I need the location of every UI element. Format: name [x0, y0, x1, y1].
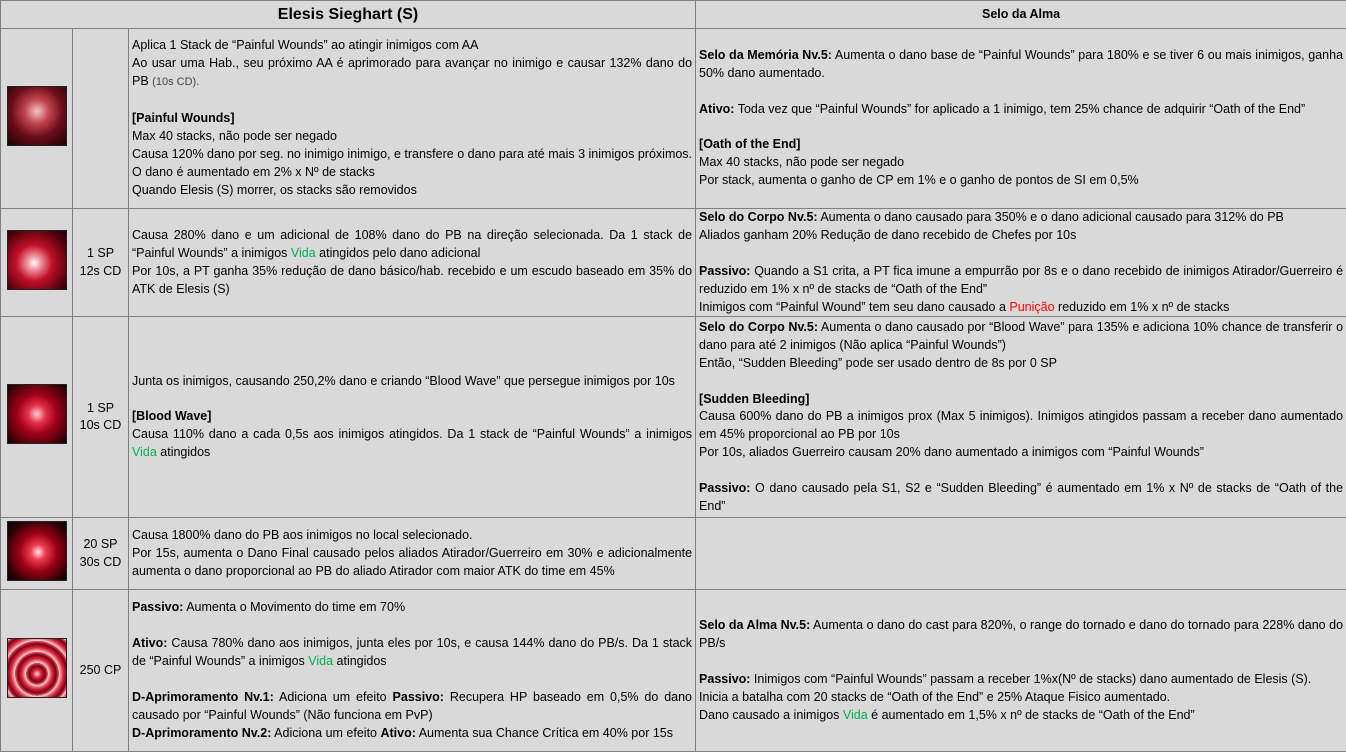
soul-seal-description: [696, 518, 1346, 590]
table-header-row: [1, 1, 1346, 29]
skill-portrait-icon: [7, 86, 67, 146]
sp-cost: 20 SP: [83, 537, 118, 552]
skill-description: Junta os inimigos, causando 250,2% dano e criando “Blood Wave” que persegue inimigos por 10s [Blood Wave] Causa 110% dano a cada 0,5s aos inimigos atingidos. Da 1 stack de “Painful Wounds” a inimigos Vida atingidos: [129, 317, 696, 518]
skill-icon-cell: [1, 518, 73, 590]
skill-description: Causa 1800% dano do PB aos inimigos no local selecionado. Por 15s, aumenta o Dano Final causado pelos aliados Atirador/Guerreiro em 30% e adicionalmente aumenta o dano proporcional ao PB do aliado Atirador com maior ATK do time em 45%: [129, 518, 696, 590]
cp-cost: 250 CP: [79, 662, 122, 677]
table-row: [1, 209, 1346, 317]
blood-wave-icon: [7, 384, 67, 444]
table-row: [1, 317, 1346, 518]
soul-seal-description: Selo do Corpo Nv.5: Aumenta o dano causado por “Blood Wave” para 135% e adiciona 10% chance de transferir o dano para até 2 inimigos (Não aplica “Painful Wounds”) Então, “Sudden Bleeding” pode ser usado dentro de 8s por 0 SP [Sudden Bleeding] Causa 600% dano do PB a inimigos prox (Max 5 inimigos). Inimigos atingidos passam a receber dano aumentado em 45% proporcional ao PB por 10s Por 10s, aliados Guerreiro causam 20% dano aumentado a inimigos com “Painful Wounds” Passivo: O dano causado pela S1, S2 e “Sudden Bleeding” é aumentado em 1% x Nº de stacks de “Oath of the End”: [696, 317, 1346, 518]
soul-seal-description: Selo da Alma Nv.5: Aumenta o dano do cast para 820%, o range do tornado e dano do tornado para 228% dano do PB/s Passivo: Inimigos com “Painful Wounds” passam a receber 1%x(Nº de stacks) dano aumentado de Elesis (S). Inicia a batalha com 20 stacks de “Oath of the End” e 25% Ataque Fisico aumentado. Dano causado a inimigos Vida é aumentado em 1,5% x nº de stacks de “Oath of the End”: [696, 590, 1346, 752]
character-title: Elesis Sieghart (S): [1, 1, 696, 29]
skill-description: Passivo: Aumenta o Movimento do time em 70% Ativo: Causa 780% dano aos inimigos, junta eles por 10s, e causa 144% dano do PB/s. Da 1 stack de “Painful Wounds” a inimigos Vida atingidos D-Aprimoramento Nv.1: Adiciona um efeito Passivo: Recupera HP baseado em 0,5% do dano causado por “Painful Wounds” (Não funciona em PvP) D-Aprimoramento Nv.2: Adiciona um efeito Ativo: Aumenta sua Chance Crítica em 40% por 15s: [129, 590, 696, 752]
soul-seal-description: Selo da Memória Nv.5: Aumenta o dano base de “Painful Wounds” para 180% e se tiver 6 ou mais inimigos, ganha 50% dano aumentado. Ativo: Toda vez que “Painful Wounds” for aplicado a 1 inimigo, tem 25% chance de adquirir “Oath of the End” [Oath of the End] Max 40 stacks, não pode ser negado Por stack, aumenta o ganho de CP em 1% e o ganho de pontos de SI em 0,5%: [696, 29, 1346, 209]
cost-cell: [73, 518, 129, 590]
skill-icon-cell: [1, 317, 73, 518]
skill-icon-cell: [1, 209, 73, 317]
cost-cell: [73, 590, 129, 752]
table-row: [1, 518, 1346, 590]
slash-burst-icon: [7, 521, 67, 581]
cost-cell: [73, 209, 129, 317]
skill-description: Aplica 1 Stack de “Painful Wounds” ao atingir inimigos com AA Ao usar uma Hab., seu próximo AA é aprimorado para avançar no inimigo e causar 132% dano do PB (10s CD). [Painful Wounds] Max 40 stacks, não pode ser negado Causa 120% dano por seg. no inimigo inimigo, e transfere o dano para até mais 3 inimigos próximos. O dano é aumentado em 2% x Nº de stacks Quando Elesis (S) morrer, os stacks são removidos: [129, 29, 696, 209]
slash-skill-icon: [7, 230, 67, 290]
soul-seal-header: Selo da Alma: [696, 1, 1346, 29]
skill-description: Causa 280% dano e um adicional de 108% dano do PB na direção selecionada. Da 1 stack de “Painful Wounds” a inimigos Vida atingidos pelo dano adicional Por 10s, a PT ganha 35% redução de dano básico/hab. recebido e um escudo baseado em 35% do ATK de Elesis (S): [129, 209, 696, 317]
table-row: [1, 590, 1346, 752]
soul-seal-description: Selo do Corpo Nv.5: Aumenta o dano causado para 350% e o dano adicional causado para 312% do PB Aliados ganham 20% Redução de dano recebido de Chefes por 10s Passivo: Quando a S1 crita, a PT fica imune a empurrão por 8s e o dano recebido de inimigos Atirador/Guerreiro é reduzido em 1% x nº de stacks de “Oath of the End” Inimigos com “Painful Wound” tem seu dano causado a Punição reduzido em 1% x nº de stacks: [696, 209, 1346, 317]
cooldown: 30s CD: [79, 554, 122, 569]
cost-cell: [73, 29, 129, 209]
sp-cost: 1 SP: [86, 245, 115, 260]
skill-icon-cell: [1, 29, 73, 209]
cost-cell: [73, 317, 129, 518]
cooldown: 12s CD: [79, 263, 122, 278]
cooldown: 10s CD: [79, 418, 122, 433]
table-row: [1, 29, 1346, 209]
tornado-icon: [7, 638, 67, 698]
skill-icon-cell: [1, 590, 73, 752]
sp-cost: 1 SP: [86, 400, 115, 415]
